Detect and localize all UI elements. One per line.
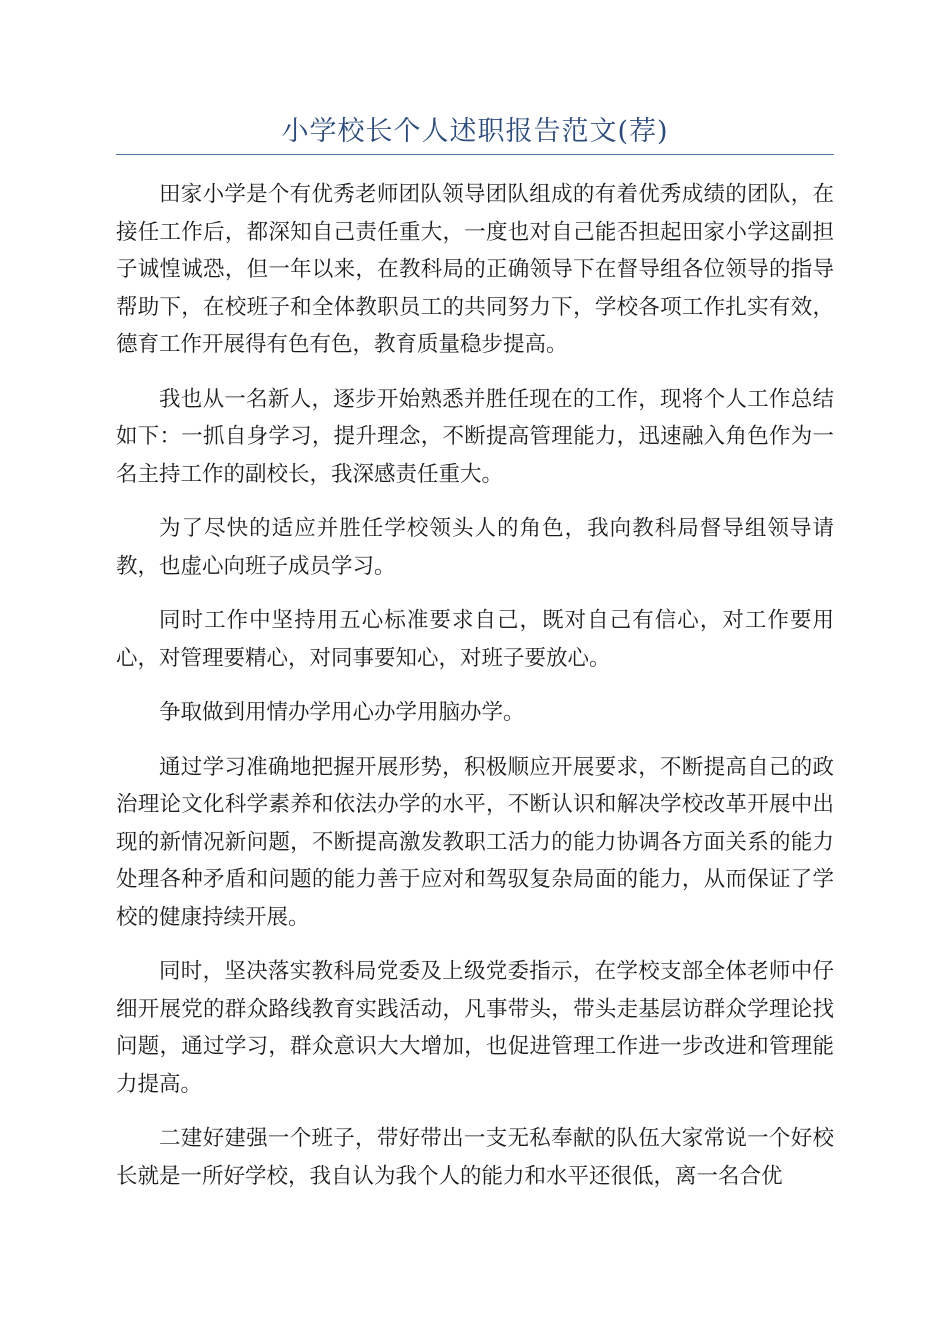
document-body	[116, 176, 834, 1212]
paragraph: 我也从一名新人，逐步开始熟悉并胜任现在的工作，现将个人工作总结如下：一抓自身学习，提升理念，不断提高管理能力，迅速融入角色作为一名主持工作的副校长，我深感责任重大。	[116, 386, 834, 487]
title-divider	[116, 154, 834, 155]
paragraph: 同时，坚决落实教科局党委及上级党委指示，在学校支部全体老师中仔细开展党的群众路线教育实践活动，凡事带头，带头走基层访群众学理论找问题，通过学习，群众意识大大增加，也促进管理工作进一步改进和管理能力提高。	[116, 959, 834, 1097]
paragraph: 二建好建强一个班子，带好带出一支无私奉献的队伍大家常说一个好校长就是一所好学校，我自认为我个人的能力和水平还很低，离一名合优	[116, 1126, 834, 1189]
paragraph: 同时工作中坚持用五心标准要求自己，既对自己有信心，对工作要用心，对管理要精心，对同事要知心，对班子要放心。	[116, 608, 834, 671]
paragraph: 通过学习准确地把握开展形势，积极顺应开展要求，不断提高自己的政治理论文化科学素养和依法办学的水平，不断认识和解决学校改革开展中出现的新情况新问题，不断提高激发教职工活力的能力协调各方面关系的能力处理各种矛盾和问题的能力善于应对和驾驭复杂局面的能力，从而保证了学校的健康持续开展。	[116, 754, 834, 930]
paragraph: 田家小学是个有优秀老师团队领导团队组成的有着优秀成绩的团队，在接任工作后，都深知自己责任重大，一度也对自己能否担起田家小学这副担子诚惶诚恐，但一年以来，在教科局的正确领导下在督导组各位领导的指导帮助下，在校班子和全体教职员工的共同努力下，学校各项工作扎实有效，德育工作开展得有色有色，教育质量稳步提高。	[116, 182, 834, 357]
paragraph: 争取做到用情办学用心办学用脑办学。	[159, 700, 525, 725]
document-title: 小学校长个人述职报告范文(荐)	[281, 116, 669, 147]
paragraph: 为了尽快的适应并胜任学校领头人的角色，我向教科局督导组领导请教，也虚心向班子成员学习。	[116, 516, 834, 579]
